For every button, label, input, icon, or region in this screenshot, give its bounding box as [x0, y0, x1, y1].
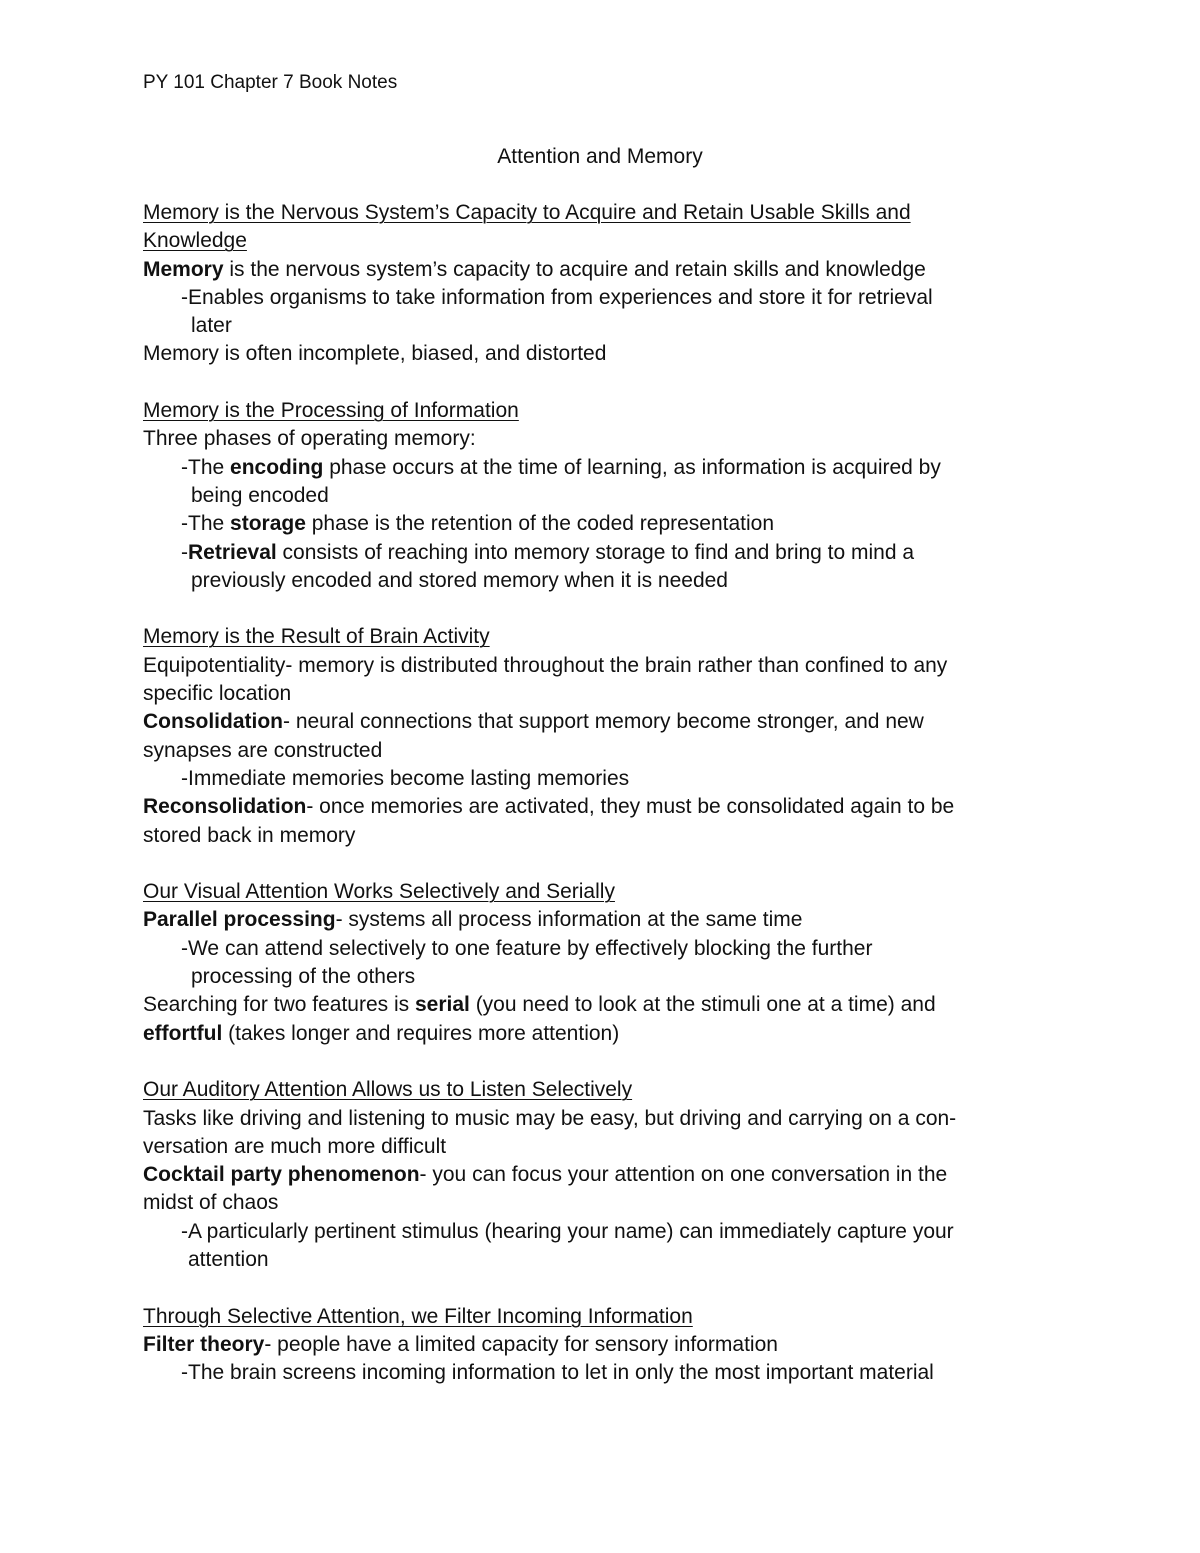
paragraph	[143, 256, 1063, 284]
bullet-item-continued: processing of the others	[191, 965, 416, 989]
bullet-text: phase occurs at the time of learning, as information is acquired by	[323, 455, 941, 479]
bullet-item: -A particularly pertinent stimulus (hearing your name) can immediately capture your	[181, 1219, 954, 1243]
paragraph-continued: synapses are constructed	[143, 738, 383, 762]
paragraph: Equipotentiality- memory is distributed throughout the brain rather than confined to any	[143, 653, 948, 677]
paragraph-continued: midst of chaos	[143, 1191, 279, 1215]
bullet-text: -The	[181, 512, 231, 536]
paragraph-text: - people have a limited capacity for sensory information	[264, 1332, 778, 1356]
paragraph-continued: stored back in memory	[143, 823, 356, 847]
page-header: PY 101 Chapter 7 Book Notes	[143, 72, 398, 93]
bullet-text: phase is the retention of the coded representation	[305, 512, 775, 536]
document-title: Attention and Memory	[497, 145, 703, 168]
paragraph-text: is the nervous system’s capacity to acquire and retain skills and knowledge	[223, 257, 926, 281]
paragraph-text: - once memories are activated, they must be consolidated again to be	[306, 795, 955, 819]
bullet-item: -Enables organisms to take information from experiences and store it for retrieval	[181, 285, 933, 309]
paragraph: Memory is often incomplete, biased, and distorted	[143, 342, 607, 366]
bullet-item-continued: previously encoded and stored memory when it is needed	[191, 568, 728, 592]
bold-term: effortful	[143, 1021, 223, 1045]
paragraph	[143, 1161, 1063, 1189]
section-heading: Our Visual Attention Works Selectively and Serially	[143, 880, 615, 904]
section-heading-continued: Knowledge	[143, 229, 247, 253]
paragraph-text: - you can focus your attention on one conversation in the	[419, 1163, 948, 1187]
paragraph-text: - neural connections that support memory become stronger, and new	[283, 710, 924, 734]
section-heading: Through Selective Attention, we Filter Incoming Information	[143, 1304, 693, 1328]
bold-term: Consolidation	[143, 710, 283, 734]
paragraph-text: Searching for two features is	[143, 993, 415, 1017]
paragraph-text: (takes longer and requires more attention)	[222, 1021, 620, 1045]
bullet-item-continued: later	[191, 314, 232, 338]
spacer	[143, 850, 1063, 878]
section-heading: Memory is the Processing of Information	[143, 399, 519, 423]
bullet-item	[143, 510, 1063, 538]
section-heading: Memory is the Result of Brain Activity	[143, 625, 490, 649]
paragraph-continued: specific location	[143, 682, 292, 706]
paragraph	[143, 991, 1063, 1019]
bold-term: Parallel processing	[143, 908, 336, 932]
paragraph: Three phases of operating memory:	[143, 427, 476, 451]
section-heading: Memory is the Nervous System’s Capacity to Acquire and Retain Usable Skills and	[143, 201, 911, 224]
bold-term: serial	[414, 993, 470, 1017]
bullet-text: -	[181, 540, 188, 564]
paragraph-continued: versation are much more difficult	[143, 1134, 447, 1158]
bold-term: Filter theory	[143, 1332, 265, 1356]
paragraph-text: (you need to look at the stimuli one at a time) and	[469, 993, 936, 1017]
spacer	[143, 369, 1063, 397]
paragraph-continued	[143, 1020, 1063, 1048]
bold-term: Memory	[143, 257, 224, 281]
bullet-item	[143, 539, 1063, 567]
spacer	[143, 595, 1063, 623]
paragraph	[143, 906, 1063, 934]
bullet-text: -The	[181, 455, 231, 479]
paragraph: Tasks like driving and listening to music may be easy, but driving and carrying on a con-	[143, 1106, 957, 1130]
bold-term: Retrieval	[188, 540, 277, 564]
bold-term: Reconsolidation	[143, 795, 307, 819]
bold-term: storage	[230, 512, 306, 536]
spacer	[143, 1048, 1063, 1076]
paragraph-text: - systems all process information at the same time	[335, 908, 803, 932]
paragraph	[143, 793, 1063, 821]
bullet-item-continued: being encoded	[191, 483, 329, 507]
bold-term: encoding	[230, 455, 324, 479]
document-body	[143, 199, 1063, 1387]
bullet-item: -The brain screens incoming information to let in only the most important material	[181, 1361, 934, 1385]
section-heading: Our Auditory Attention Allows us to Listen Selectively	[143, 1078, 633, 1102]
bullet-item: -Immediate memories become lasting memories	[181, 766, 630, 790]
spacer	[143, 1274, 1063, 1302]
bullet-item-continued: attention	[188, 1247, 269, 1271]
bullet-item	[143, 454, 1063, 482]
bold-term: Cocktail party phenomenon	[143, 1163, 420, 1187]
bullet-item: -We can attend selectively to one feature by effectively blocking the further	[181, 936, 873, 960]
paragraph	[143, 1331, 1063, 1359]
bullet-text: consists of reaching into memory storage to find and bring to mind a	[276, 540, 915, 564]
paragraph	[143, 708, 1063, 736]
